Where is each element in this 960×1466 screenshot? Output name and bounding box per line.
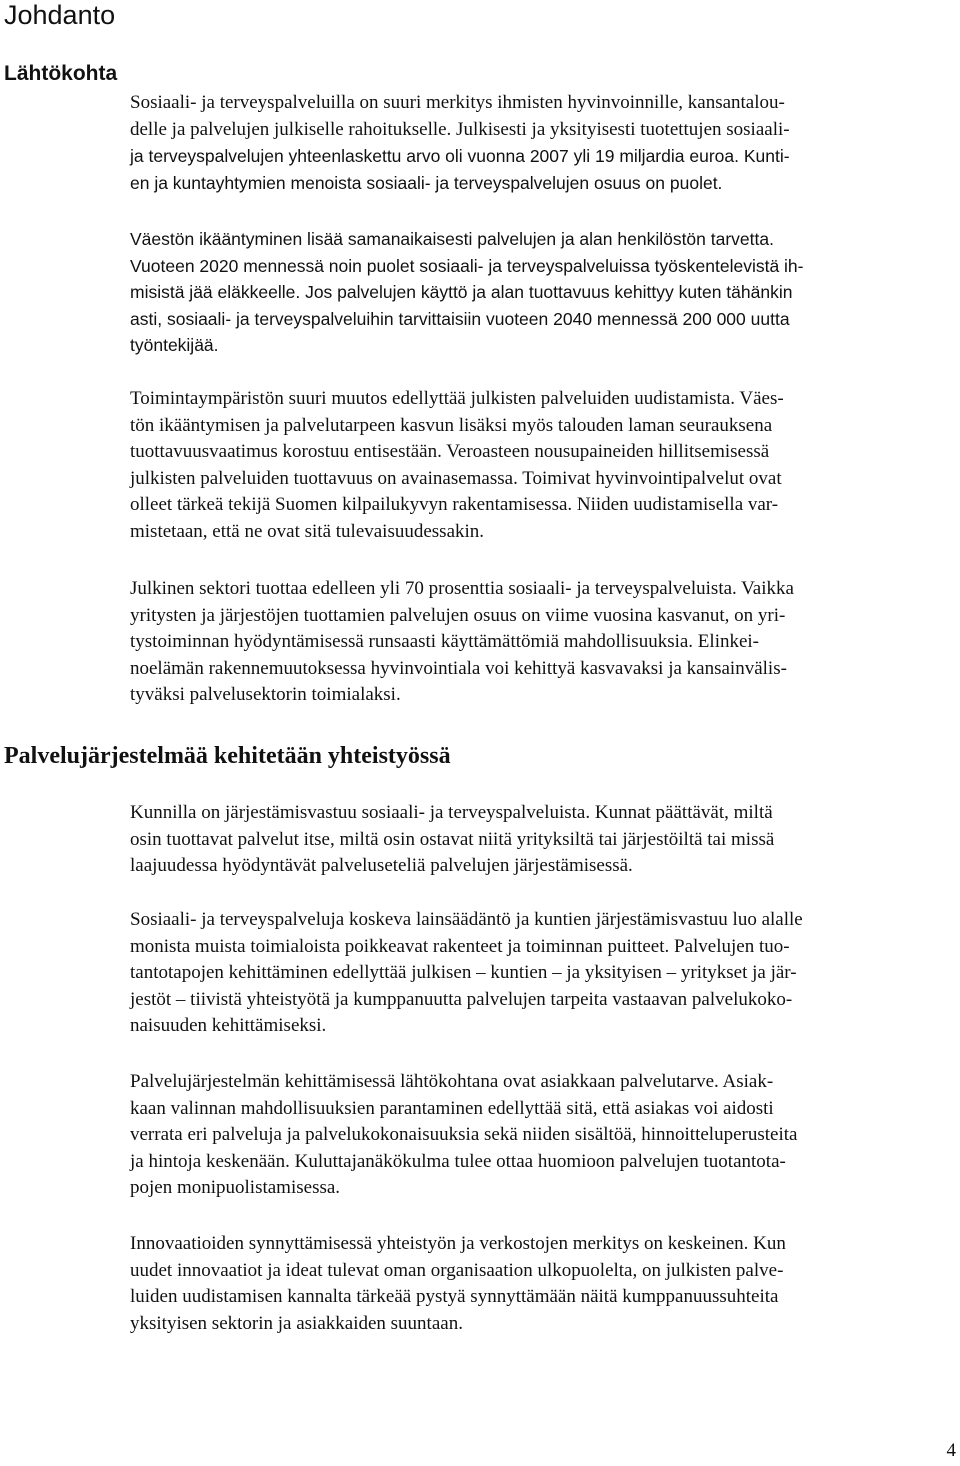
text-line: olleet tärkeä tekijä Suomen kilpailukyvyn rakentamisessa. Niiden uudistamisella var- — [130, 494, 779, 516]
text-line: Sosiaali- ja terveyspalveluja koskeva lainsäädäntö ja kuntien järjestämisvastuu luo alalle — [130, 909, 803, 930]
text-line: jestöt – tiivistä yhteistyötä ja kumppanuutta palvelujen tarpeita vastaavan palvelukoko- — [130, 988, 793, 1010]
text-line: noelämän rakennemuutoksessa hyvinvointiala voi kehittyä kasvavaksi ja kansainvälis- — [130, 657, 787, 679]
text-line: yksityisen sektorin ja asiakkaiden suuntaan. — [130, 1312, 463, 1334]
section-heading-lahtokohta: Lähtökohta — [4, 62, 118, 85]
text-line: en ja kuntayhtymien menoista sosiaali- ja terveyspalvelujen osuus on puolet. — [130, 172, 723, 193]
text-line: pojen monipuolistamisessa. — [130, 1177, 341, 1199]
text-line: uudet innovaatiot ja ideat tulevat oman organisaation ulkopuolelta, on julkisten palve- — [130, 1259, 784, 1281]
text-line: Kunnilla on järjestämisvastuu sosiaali- ja terveyspalveluista. Kunnat päättävät, miltä — [130, 802, 773, 823]
text-line: Toimintaympäristön suuri muutos edellyttää julkisten palveluiden uudistamista. Väes- — [130, 388, 784, 409]
text-line: asti, sosiaali- ja terveyspalveluihin tarvittaisiin vuoteen 2040 mennessä 200 000 uutta — [130, 308, 790, 329]
text-line: ja terveyspalvelujen yhteenlaskettu arvo oli vuonna 2007 yli 19 miljardia euroa. Kunti- — [130, 146, 790, 167]
paragraph — [130, 907, 958, 1040]
paragraph — [130, 226, 958, 359]
text-line: luiden uudistamisen kannalta tärkeää pystyä synnyttämään näitä kumppanuussuhteita — [130, 1286, 779, 1308]
section-heading-palvelujarjestelma: Palvelujärjestelmää kehitetään yhteistyössä — [4, 743, 451, 769]
text-line: tantotapojen kehittäminen edellyttää julkisen – kuntien – ja yksityisen – yritykset ja jär- — [130, 962, 797, 984]
text-line: tystoiminnan hyödyntämisessä runsaasti käyttämättömiä mahdollisuuksia. Elinkei- — [130, 631, 760, 653]
text-line: Vuoteen 2020 mennessä noin puolet sosiaali- ja terveyspalveluissa työskentelevistä ih- — [130, 255, 804, 276]
text-line: Väestön ikääntyminen lisää samanaikaisesti palvelujen ja alan henkilöstön tarvetta. — [130, 229, 774, 249]
text-line: misistä jää eläkkeelle. Jos palvelujen käyttö ja alan tuottavuus kehittyy kuten tähänkin — [130, 282, 793, 303]
paragraph — [130, 1069, 958, 1202]
paragraph — [130, 576, 958, 709]
paragraph — [130, 1231, 958, 1337]
text-line: julkisten palveluiden tuottavuus on avainasemassa. Toimivat hyvinvointipalvelut ovat — [130, 467, 782, 489]
text-line: Julkinen sektori tuottaa edelleen yli 70 prosenttia sosiaali- ja terveyspalveluista. Vaikka — [130, 578, 794, 599]
text-line: Innovaatioiden synnyttämisessä yhteistyön ja verkostojen merkitys on keskeinen. Kun — [130, 1233, 786, 1254]
text-line: mistetaan, että ne ovat sitä tulevaisuudessakin. — [130, 520, 485, 542]
paragraph — [130, 90, 958, 196]
text-line: kaan valinnan mahdollisuuksien parantaminen edellyttää sitä, että asiakas voi aidosti — [130, 1097, 774, 1119]
text-line: tyväksi palvelusektorin toimialaksi. — [130, 684, 401, 706]
text-line: osin tuottavat palvelut itse, miltä osin ostavat niitä yrityksiltä tai järjestöiltä tai missä — [130, 828, 775, 850]
text-line: Palvelujärjestelmän kehittämisessä lähtökohtana ovat asiakkaan palvelutarve. Asiak- — [130, 1071, 774, 1092]
text-line: delle ja palvelujen julkiselle rahoitukselle. Julkisesti ja yksityisesti tuotettujen sosiaali- — [130, 118, 790, 140]
paragraph — [130, 386, 958, 546]
text-line: laajuudessa hyödyntävät palveluseteliä palvelujen järjestämisessä. — [130, 855, 633, 877]
text-line: tuottavuusvaatimus korostuu entisestään. Veroasteen nousupaineiden hillitsemisessä — [130, 441, 770, 463]
text-line: työntekijää. — [130, 335, 219, 356]
page-title: Johdanto — [4, 0, 116, 30]
text-line: monista muista toimialoista poikkeavat rakenteet ja toiminnan puitteet. Palvelujen tuo- — [130, 935, 790, 957]
paragraph — [130, 800, 958, 880]
text-line: naisuuden kehittämiseksi. — [130, 1015, 327, 1037]
text-line: tön ikääntymisen ja palvelutarpeen kasvun lisäksi myös talouden laman seurauksena — [130, 414, 773, 436]
text-line: Sosiaali- ja terveyspalveluilla on suuri merkitys ihmisten hyvinvoinnille, kansantalou- — [130, 92, 785, 113]
text-line: ja hintoja keskenään. Kuluttajanäkökulma tulee ottaa huomioon palvelujen tuotantota- — [130, 1150, 786, 1172]
text-line: yritysten ja järjestöjen tuottamien palvelujen osuus on viime vuosina kasvanut, on yri- — [130, 604, 786, 626]
text-line: verrata eri palveluja ja palvelukokonaisuuksia sekä niiden sisältöä, hinnoitteluperusteita — [130, 1124, 798, 1146]
page-number: 4 — [946, 1440, 956, 1461]
